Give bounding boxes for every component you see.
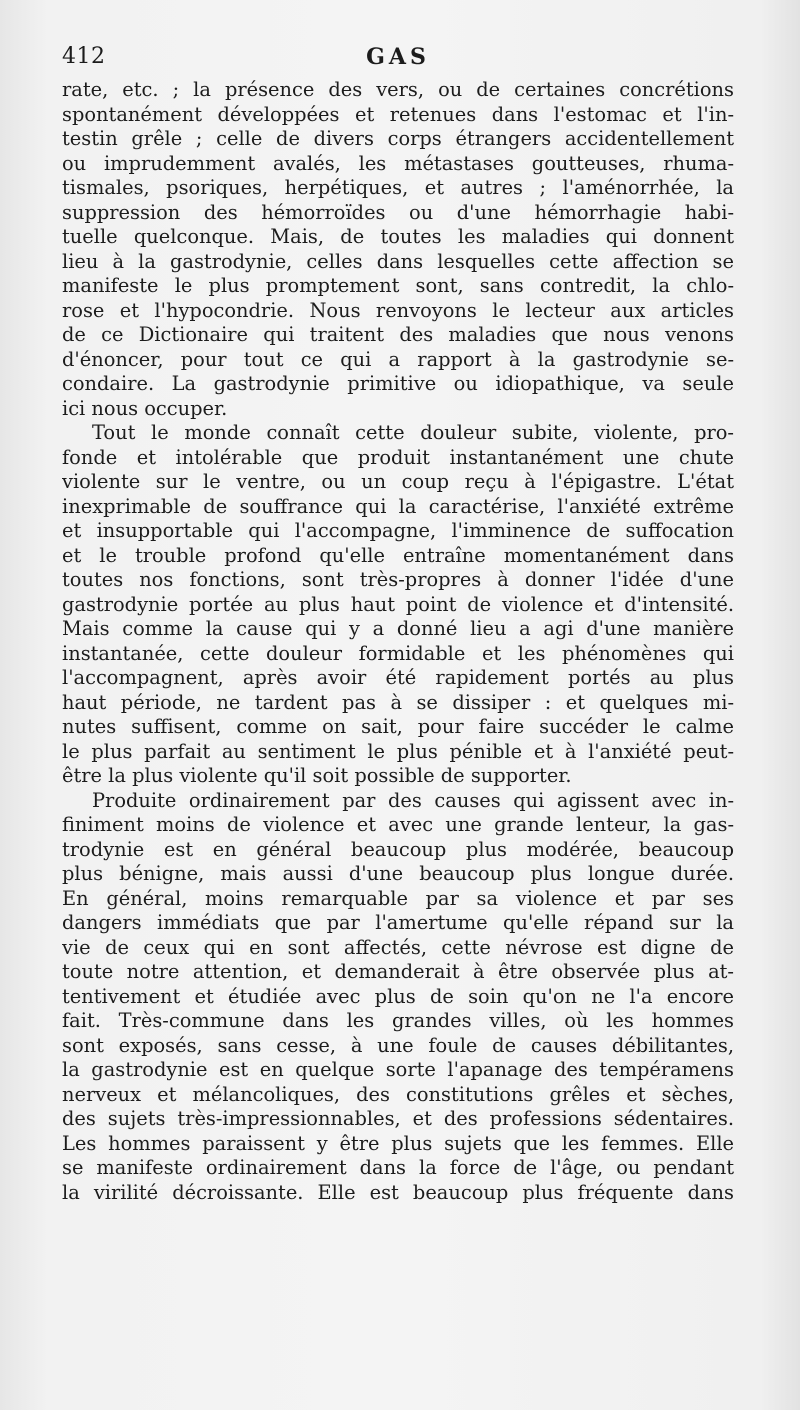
text-line: tentivement et étudiée avec plus de soin qu'on ne l'a encore <box>62 984 734 1008</box>
text-line: toute notre attention, et demanderait à être observée plus at- <box>62 960 734 983</box>
text-line: d'énoncer, pour tout ce qui a rapport à la gastrodynie se- <box>62 347 734 371</box>
text-line: inexprimable de souffrance qui la caractérise, l'anxiété extrême <box>62 494 734 518</box>
body-text <box>62 78 734 1205</box>
text-line: Les hommes paraissent y être plus sujets que les femmes. Elle <box>62 1131 734 1155</box>
text-line: nutes suffisent, comme on sait, pour faire succéder le calme <box>62 715 734 738</box>
text-line: fait. Très-commune dans les grandes villes, où les hommes <box>62 1009 734 1032</box>
text-line: dangers immédiats que par l'amertume qu'elle répand sur la <box>62 911 734 934</box>
text-line: suppression des hémorroïdes ou d'une hémorrhagie habi- <box>62 200 734 224</box>
text-line: En général, moins remarquable par sa violence et par ses <box>62 886 734 910</box>
text-line: et insupportable qui l'accompagne, l'imminence de suffocation <box>62 519 734 542</box>
text-line: ici nous occuper. <box>62 396 228 420</box>
text-line: rose et l'hypocondrie. Nous renvoyons le lecteur aux articles <box>62 298 734 322</box>
text-line: et le trouble profond qu'elle entraîne momentanément dans <box>62 543 734 567</box>
text-line: rate, etc. ; la présence des vers, ou de certaines concrétions <box>62 78 734 101</box>
text-line: vie de ceux qui en sont affectés, cette névrose est digne de <box>62 935 734 959</box>
text-line: Mais comme la cause qui y a donné lieu a agi d'une manière <box>62 617 734 640</box>
text-line: fonde et intolérable que produit instantanément une chute <box>62 445 734 469</box>
text-line: condaire. La gastrodynie primitive ou idiopathique, va seule <box>62 372 734 395</box>
text-line: le plus parfait au sentiment le plus pénible et à l'anxiété peut- <box>62 739 734 763</box>
text-line: haut période, ne tardent pas à se dissiper : et quelques mi- <box>62 690 734 714</box>
text-line: l'accompagnent, après avoir été rapidement portés au plus <box>62 666 734 689</box>
text-line: ou imprudemment avalés, les métastases goutteuses, rhuma- <box>62 151 734 175</box>
running-head: GAS <box>366 44 430 70</box>
text-line: manifeste le plus promptement sont, sans contredit, la chlo- <box>62 274 734 297</box>
text-line: tismales, psoriques, herpétiques, et autres ; l'aménorrhée, la <box>62 176 734 199</box>
text-line: la virilité décroissante. Elle est beaucoup plus fréquente dans <box>62 1180 734 1204</box>
text-line: gastrodynie portée au plus haut point de violence et d'intensité. <box>62 592 734 616</box>
text-line: être la plus violente qu'il soit possible de supporter. <box>62 764 572 787</box>
text-line: se manifeste ordinairement dans la force de l'âge, ou pendant <box>62 1156 734 1179</box>
text-line: spontanément développées et retenues dans l'estomac et l'in- <box>62 102 734 126</box>
paragraph-first-line: Tout le monde connaît cette douleur subite, violente, pro- <box>92 421 734 444</box>
paragraph-first-line: Produite ordinairement par des causes qui agissent avec in- <box>92 788 734 812</box>
page-header <box>62 44 734 76</box>
page-number: 412 <box>62 44 106 69</box>
text-line: tuelle quelconque. Mais, de toutes les maladies qui donnent <box>62 225 734 248</box>
text-line: lieu à la gastrodynie, celles dans lesquelles cette affection se <box>62 249 734 273</box>
text-line: toutes nos fonctions, sont très-propres à donner l'idée d'une <box>62 568 734 591</box>
text-line: de ce Dictionaire qui traitent des maladies que nous venons <box>62 323 734 346</box>
text-line: trodynie est en général beaucoup plus modérée, beaucoup <box>62 837 734 861</box>
text-line: la gastrodynie est en quelque sorte l'apanage des tempéramens <box>62 1058 734 1081</box>
text-line: finiment moins de violence et avec une grande lenteur, la gas- <box>62 813 734 836</box>
text-line: des sujets très-impressionnables, et des professions sédentaires. <box>62 1107 734 1130</box>
text-line: plus bénigne, mais aussi d'une beaucoup plus longue durée. <box>62 862 734 885</box>
text-line: instantanée, cette douleur formidable et les phénomènes qui <box>62 641 734 665</box>
text-line: sont exposés, sans cesse, à une foule de causes débilitantes, <box>62 1033 734 1057</box>
text-line: nerveux et mélancoliques, des constitutions grêles et sèches, <box>62 1082 734 1106</box>
text-line: testin grêle ; celle de divers corps étrangers accidentellement <box>62 127 734 150</box>
text-line: violente sur le ventre, ou un coup reçu à l'épigastre. L'état <box>62 470 734 493</box>
